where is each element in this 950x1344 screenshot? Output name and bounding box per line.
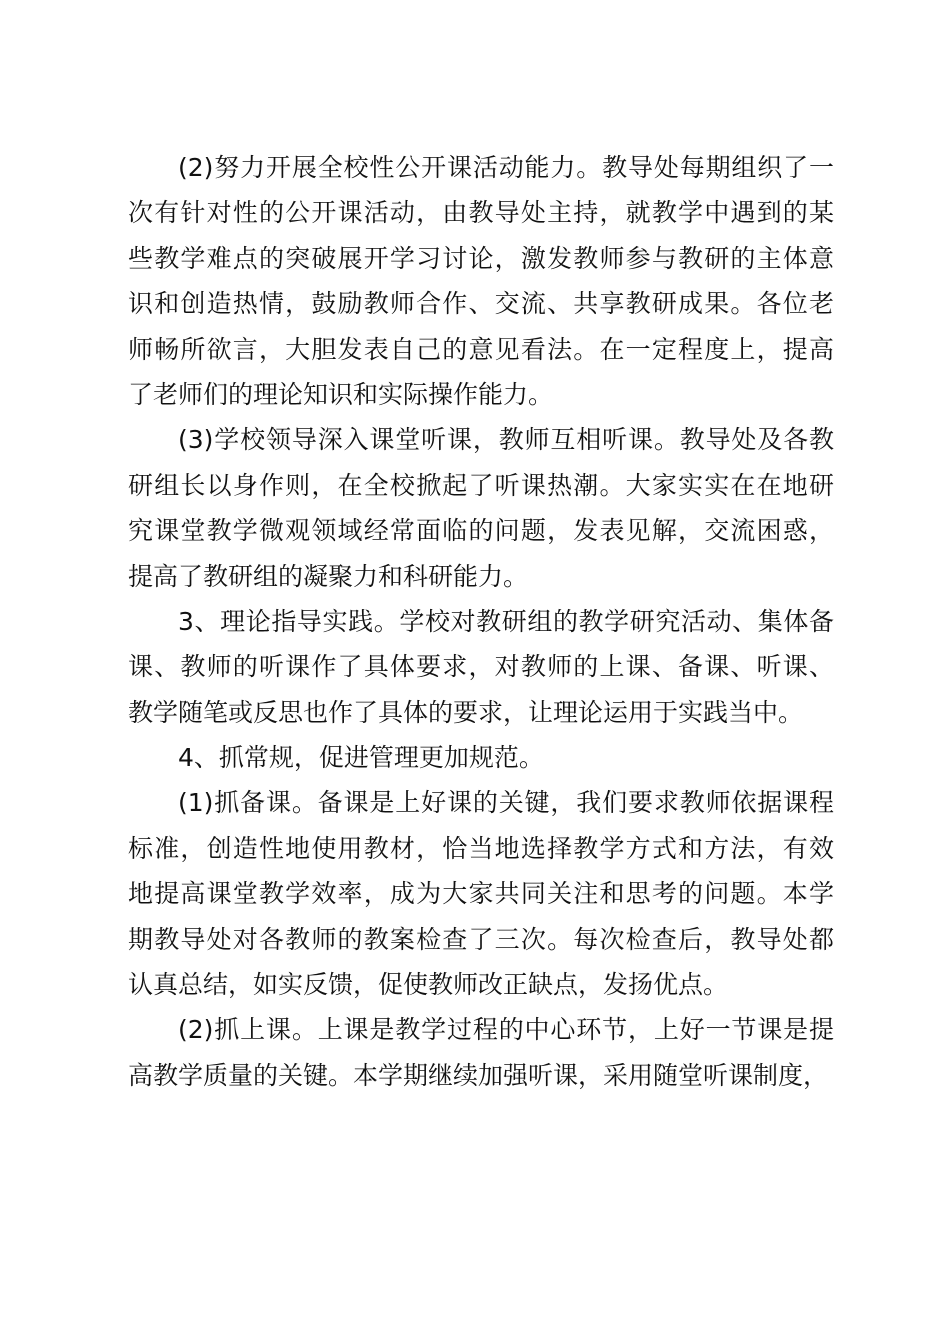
text-line: 期教导处对各教师的教案检查了三次。每次检查后，教导处都 [128, 924, 834, 954]
text-line: 提高了教研组的凝聚力和科研能力。 [128, 561, 529, 591]
text-line: 些教学难点的突破展开学习讨论，激发教师参与教研的主体意 [128, 243, 834, 273]
paragraph [128, 735, 834, 780]
text-line: (2)抓上课。上课是教学过程的中心环节，上好一节课是提 [178, 1015, 834, 1045]
text-line: 了老师们的理论知识和实际操作能力。 [128, 379, 554, 409]
text-line: 究课堂教学微观领域经常面临的问题，发表见解，交流困惑， [128, 516, 834, 546]
document-body [128, 145, 834, 1098]
text-line: 次有针对性的公开课活动，由教导处主持，就教学中遇到的某 [128, 198, 834, 228]
text-line: 标准，创造性地使用教材，恰当地选择教学方式和方法，有效 [128, 833, 834, 863]
text-line: 3、理论指导实践。学校对教研组的教学研究活动、集体备 [178, 606, 834, 636]
text-line: 教学随笔或反思也作了具体的要求，让理论运用于实践当中。 [128, 697, 804, 727]
text-line: (1)抓备课。备课是上好课的关键，我们要求教师依据课程 [178, 788, 834, 818]
text-line: 师畅所欲言，大胆发表自己的意见看法。在一定程度上，提高 [128, 334, 834, 364]
text-line: 认真总结，如实反馈，促使教师改正缺点，发扬优点。 [128, 970, 729, 1000]
text-line: 4、抓常规，促进管理更加规范。 [178, 743, 544, 773]
paragraph [128, 417, 834, 599]
paragraph [128, 780, 834, 1007]
paragraph [128, 1007, 834, 1098]
text-line: (2)努力开展全校性公开课活动能力。教导处每期组织了一 [178, 153, 834, 182]
text-line: 识和创造热情，鼓励教师合作、交流、共享教研成果。各位老 [128, 289, 834, 319]
paragraph [128, 599, 834, 735]
text-line: 研组长以身作则，在全校掀起了听课热潮。大家实实在在地研 [128, 470, 834, 500]
text-line: (3)学校领导深入课堂听课，教师互相听课。教导处及各教 [178, 425, 834, 455]
text-line: 课、教师的听课作了具体要求，对教师的上课、备课、听课、 [128, 652, 834, 682]
text-line: 地提高课堂教学效率，成为大家共同关注和思考的问题。本学 [128, 879, 834, 909]
text-line: 高教学质量的关键。本学期继续加强听课，采用随堂听课制度， [128, 1060, 829, 1090]
paragraph [128, 145, 834, 417]
